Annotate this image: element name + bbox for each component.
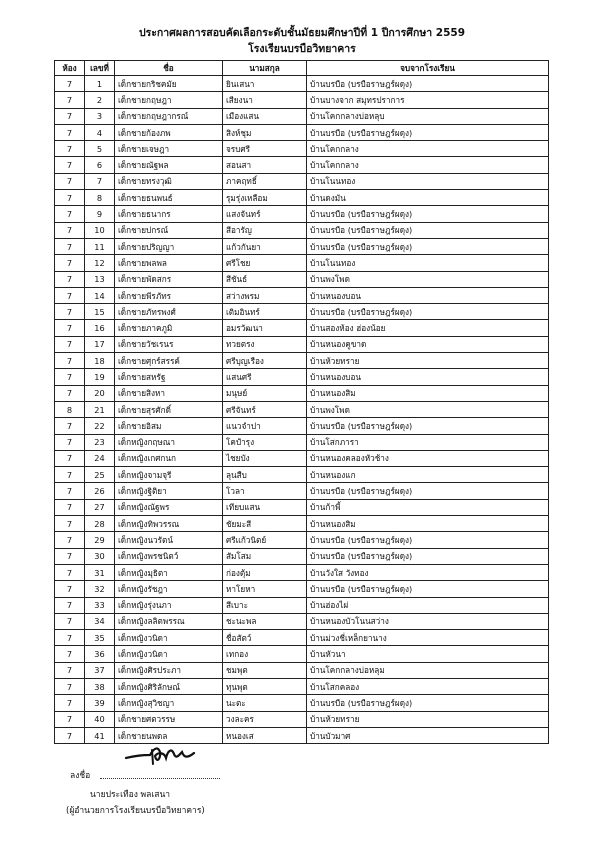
last-name-cell: ศรีจันทร์ — [223, 401, 307, 417]
previous-school-cell: บ้านบางจาก สมุทรปราการ — [307, 92, 549, 108]
table-row — [55, 695, 549, 711]
number-cell: 11 — [85, 238, 115, 254]
last-name-cell: ศรีโชย — [223, 255, 307, 271]
last-name-cell: ชัยมะสี — [223, 516, 307, 532]
number-cell: 10 — [85, 222, 115, 238]
previous-school-cell: บ้านบรบือ (บรบือราษฎร์ผดุง) — [307, 418, 549, 434]
first-name-cell: เด็กชายกริชคมัย — [115, 76, 223, 92]
number-cell: 1 — [85, 76, 115, 92]
table-row — [55, 255, 549, 271]
number-cell: 34 — [85, 613, 115, 629]
number-cell: 24 — [85, 450, 115, 466]
first-name-cell: เด็กหญิงกฤษณา — [115, 434, 223, 450]
last-name-cell: ไชยบัง — [223, 450, 307, 466]
last-name-cell: ก่องตุ้ม — [223, 564, 307, 580]
number-cell: 23 — [85, 434, 115, 450]
handwritten-signature — [124, 742, 204, 768]
signatory-position: (ผู้อำนวยการโรงเรียนบรบือวิทยาคาร) — [66, 806, 205, 816]
first-name-cell: เด็กชายปริญญา — [115, 238, 223, 254]
room-cell: 7 — [55, 92, 85, 108]
room-cell: 7 — [55, 662, 85, 678]
previous-school-cell: บ้านบรบือ (บรบือราษฎร์ผดุง) — [307, 304, 549, 320]
last-name-cell: วงละคร — [223, 711, 307, 727]
table-row — [55, 206, 549, 222]
previous-school-cell: บ้านหนองสิม — [307, 516, 549, 532]
last-name-cell: สอนสา — [223, 157, 307, 173]
number-cell: 6 — [85, 157, 115, 173]
first-name-cell: เด็กชายธนพนธ์ — [115, 190, 223, 206]
number-cell: 21 — [85, 401, 115, 417]
table-row — [55, 320, 549, 336]
last-name-cell: เติมอินทร์ — [223, 304, 307, 320]
last-name-cell: หนองเส — [223, 727, 307, 743]
previous-school-cell: บ้านหนองบอน — [307, 369, 549, 385]
room-cell: 7 — [55, 304, 85, 320]
table-row — [55, 564, 549, 580]
number-cell: 36 — [85, 646, 115, 662]
first-name-cell: เด็กหญิงศิรประภา — [115, 662, 223, 678]
table-row — [55, 450, 549, 466]
room-cell: 7 — [55, 678, 85, 694]
previous-school-cell: บ้านดงมัน — [307, 190, 549, 206]
room-cell: 7 — [55, 141, 85, 157]
last-name-cell: ภาคฤทธิ์ — [223, 173, 307, 189]
previous-school-cell: บ้านบรบือ (บรบือราษฎร์ผดุง) — [307, 695, 549, 711]
table-row — [55, 157, 549, 173]
first-name-cell: เด็กชายทรงวุฒิ — [115, 173, 223, 189]
table-row — [55, 630, 549, 646]
table-row — [55, 222, 549, 238]
last-name-cell: ศรีแก้วนิตย์ — [223, 532, 307, 548]
room-cell: 7 — [55, 287, 85, 303]
first-name-cell: เด็กหญิงวนิดา — [115, 630, 223, 646]
room-cell: 7 — [55, 516, 85, 532]
last-name-cell: สว่างพรม — [223, 287, 307, 303]
room-cell: 7 — [55, 711, 85, 727]
room-cell: 7 — [55, 630, 85, 646]
room-cell: 7 — [55, 255, 85, 271]
previous-school-cell: บ้านบรบือ (บรบือราษฎร์ผดุง) — [307, 581, 549, 597]
previous-school-cell: บ้านวังใส วังทอง — [307, 564, 549, 580]
number-cell: 25 — [85, 467, 115, 483]
last-name-cell: ทวยตรง — [223, 336, 307, 352]
number-cell: 20 — [85, 385, 115, 401]
previous-school-cell: บ้านห้วยทราย — [307, 711, 549, 727]
column-header-previous-school: จบจากโรงเรียน — [307, 61, 549, 76]
room-cell: 7 — [55, 336, 85, 352]
first-name-cell: เด็กชายกฤษฎา — [115, 92, 223, 108]
first-name-cell: เด็กชายสิงหา — [115, 385, 223, 401]
last-name-cell: เทกอง — [223, 646, 307, 662]
room-cell: 7 — [55, 646, 85, 662]
first-name-cell: เด็กชายศตวรรษ — [115, 711, 223, 727]
previous-school-cell: บ้านบรบือ (บรบือราษฎร์ผดุง) — [307, 206, 549, 222]
previous-school-cell: บ้านบรบือ (บรบือราษฎร์ผดุง) — [307, 222, 549, 238]
last-name-cell: สีอารัญ — [223, 222, 307, 238]
room-cell: 7 — [55, 418, 85, 434]
last-name-cell: มนุษย์ — [223, 385, 307, 401]
number-cell: 12 — [85, 255, 115, 271]
room-cell: 7 — [55, 157, 85, 173]
last-name-cell: หาโยหา — [223, 581, 307, 597]
room-cell: 8 — [55, 401, 85, 417]
first-name-cell: เด็กหญิงสุวิชญา — [115, 695, 223, 711]
last-name-cell: ยินเสนา — [223, 76, 307, 92]
column-header-last-name: นามสกุล — [223, 61, 307, 76]
number-cell: 29 — [85, 532, 115, 548]
previous-school-cell: บ้านห้วยทราย — [307, 353, 549, 369]
table-row — [55, 108, 549, 124]
last-name-cell: อมรวัฒนา — [223, 320, 307, 336]
table-row — [55, 434, 549, 450]
last-name-cell: ลุนสืบ — [223, 467, 307, 483]
room-cell: 7 — [55, 76, 85, 92]
room-cell: 7 — [55, 222, 85, 238]
table-row — [55, 124, 549, 140]
table-row — [55, 238, 549, 254]
number-cell: 31 — [85, 564, 115, 580]
room-cell: 7 — [55, 108, 85, 124]
room-cell: 7 — [55, 467, 85, 483]
previous-school-cell: บ้านม่วงชี่เหล็กยานาง — [307, 630, 549, 646]
previous-school-cell: บ้านบรบือ (บรบือราษฎร์ผดุง) — [307, 124, 549, 140]
first-name-cell: เด็กหญิงศิริลักษณ์ — [115, 678, 223, 694]
room-cell: 7 — [55, 124, 85, 140]
previous-school-cell: บ้านหนองแก — [307, 467, 549, 483]
first-name-cell: เด็กหญิงลลิตพรรณ — [115, 613, 223, 629]
previous-school-cell: บ้านสองห้อง ฮ่องน้อย — [307, 320, 549, 336]
table-row — [55, 76, 549, 92]
number-cell: 17 — [85, 336, 115, 352]
first-name-cell: เด็กหญิงวนิดา — [115, 646, 223, 662]
previous-school-cell: บ้านพงโพด — [307, 401, 549, 417]
room-cell: 7 — [55, 532, 85, 548]
number-cell: 4 — [85, 124, 115, 140]
number-cell: 15 — [85, 304, 115, 320]
table-row — [55, 662, 549, 678]
number-cell: 37 — [85, 662, 115, 678]
room-cell: 7 — [55, 450, 85, 466]
last-name-cell: เสียงนา — [223, 92, 307, 108]
first-name-cell: เด็กหญิงฐิติยา — [115, 483, 223, 499]
number-cell: 41 — [85, 727, 115, 743]
number-cell: 33 — [85, 597, 115, 613]
table-row — [55, 613, 549, 629]
first-name-cell: เด็กหญิงจามจุรี — [115, 467, 223, 483]
previous-school-cell: บ้านหนองบอน — [307, 287, 549, 303]
school-name: โรงเรียนบรบือวิทยาคาร — [248, 43, 356, 55]
last-name-cell: ชะนะพล — [223, 613, 307, 629]
previous-school-cell: บ้านบรบือ (บรบือราษฎร์ผดุง) — [307, 532, 549, 548]
number-cell: 30 — [85, 548, 115, 564]
table-row — [55, 646, 549, 662]
table-row — [55, 385, 549, 401]
room-cell: 7 — [55, 695, 85, 711]
number-cell: 28 — [85, 516, 115, 532]
previous-school-cell: บ้านโนนทอง — [307, 255, 549, 271]
first-name-cell: เด็กชายณัฐพล — [115, 157, 223, 173]
number-cell: 18 — [85, 353, 115, 369]
table-row — [55, 499, 549, 515]
last-name-cell: เทียบแสน — [223, 499, 307, 515]
column-header-number: เลขที่ — [85, 61, 115, 76]
previous-school-cell: บ้านหนองคลองหัวช้าง — [307, 450, 549, 466]
room-cell: 7 — [55, 564, 85, 580]
room-cell: 7 — [55, 173, 85, 189]
table-row — [55, 287, 549, 303]
number-cell: 27 — [85, 499, 115, 515]
first-name-cell: เด็กชายเจษฎา — [115, 141, 223, 157]
last-name-cell: เมืองแสน — [223, 108, 307, 124]
last-name-cell: ศรีบุญเรือง — [223, 353, 307, 369]
table-row — [55, 532, 549, 548]
previous-school-cell: บ้านหนองคูขาด — [307, 336, 549, 352]
first-name-cell: เด็กหญิงมุธิตา — [115, 564, 223, 580]
room-cell: 7 — [55, 320, 85, 336]
room-cell: 7 — [55, 727, 85, 743]
table-row — [55, 418, 549, 434]
number-cell: 40 — [85, 711, 115, 727]
previous-school-cell: บ้านหนองสิม — [307, 385, 549, 401]
previous-school-cell: บ้านบรบือ (บรบือราษฎร์ผดุง) — [307, 76, 549, 92]
first-name-cell: เด็กหญิงพรชนิตว์ — [115, 548, 223, 564]
table-row — [55, 271, 549, 287]
previous-school-cell: บ้านโสกภารา — [307, 434, 549, 450]
previous-school-cell: บ้านโนนทอง — [307, 173, 549, 189]
last-name-cell: สีเบาะ — [223, 597, 307, 613]
last-name-cell: รุมรุ่งเหลือม — [223, 190, 307, 206]
last-name-cell: แก้วกันยา — [223, 238, 307, 254]
last-name-cell: ชื่อสัตว์ — [223, 630, 307, 646]
number-cell: 2 — [85, 92, 115, 108]
first-name-cell: เด็กหญิงทิพวรรณ — [115, 516, 223, 532]
room-cell: 7 — [55, 238, 85, 254]
number-cell: 26 — [85, 483, 115, 499]
last-name-cell: จรบศรี — [223, 141, 307, 157]
signature-block — [54, 740, 314, 840]
room-cell: 7 — [55, 434, 85, 450]
first-name-cell: เด็กหญิงรุ่งนภา — [115, 597, 223, 613]
table-body — [55, 76, 549, 744]
room-cell: 7 — [55, 190, 85, 206]
number-cell: 8 — [85, 190, 115, 206]
previous-school-cell: บ้านหัวนา — [307, 646, 549, 662]
first-name-cell: เด็กชายปกรณ์ — [115, 222, 223, 238]
number-cell: 7 — [85, 173, 115, 189]
table-row — [55, 353, 549, 369]
first-name-cell: เด็กชายสหรัฐ — [115, 369, 223, 385]
table-row — [55, 304, 549, 320]
last-name-cell: แสนศรี — [223, 369, 307, 385]
first-name-cell: เด็กชายพลพล — [115, 255, 223, 271]
last-name-cell: โวลา — [223, 483, 307, 499]
number-cell: 9 — [85, 206, 115, 222]
previous-school-cell: บ้านโคกกลางบ่อหลุบ — [307, 108, 549, 124]
first-name-cell: เด็กชายศุกร์สรรค์ — [115, 353, 223, 369]
first-name-cell: เด็กชายธนากร — [115, 206, 223, 222]
room-cell: 7 — [55, 369, 85, 385]
room-cell: 7 — [55, 581, 85, 597]
first-name-cell: เด็กชายพีรภัทร — [115, 287, 223, 303]
room-cell: 7 — [55, 613, 85, 629]
table-row — [55, 711, 549, 727]
document-title: ประกาศผลการสอบคัดเลือกระดับชั้นมัธยมศึกษาปีที่ 1 ปีการศึกษา 2559 — [138, 27, 466, 39]
previous-school-cell: บ้านโคกกลาง — [307, 141, 549, 157]
room-cell: 7 — [55, 499, 85, 515]
table-row — [55, 597, 549, 613]
previous-school-cell: บ้านบัวมาศ — [307, 727, 549, 743]
number-cell: 5 — [85, 141, 115, 157]
column-header-room: ห้อง — [55, 61, 85, 76]
student-roster-table — [54, 60, 549, 744]
number-cell: 38 — [85, 678, 115, 694]
table-row — [55, 678, 549, 694]
number-cell: 22 — [85, 418, 115, 434]
last-name-cell: โคปำรุง — [223, 434, 307, 450]
last-name-cell: ทุนพุต — [223, 678, 307, 694]
room-cell: 7 — [55, 597, 85, 613]
first-name-cell: เด็กชายภัทรพงศ์ — [115, 304, 223, 320]
previous-school-cell: บ้านฮ่องไผ่ — [307, 597, 549, 613]
first-name-cell: เด็กชายอิสม — [115, 418, 223, 434]
last-name-cell: แนวจำปา — [223, 418, 307, 434]
previous-school-cell: บ้านโคกกลาง — [307, 157, 549, 173]
previous-school-cell: บ้านพงโพด — [307, 271, 549, 287]
first-name-cell: เด็กหญิงรัชฎา — [115, 581, 223, 597]
number-cell: 19 — [85, 369, 115, 385]
number-cell: 3 — [85, 108, 115, 124]
previous-school-cell: บ้านบรบือ (บรบือราษฎร์ผดุง) — [307, 548, 549, 564]
first-name-cell: เด็กชายวัชเรนร — [115, 336, 223, 352]
table-row — [55, 401, 549, 417]
last-name-cell: ชมพุต — [223, 662, 307, 678]
previous-school-cell: บ้านโคกกลางบ่อหลุม — [307, 662, 549, 678]
number-cell: 35 — [85, 630, 115, 646]
number-cell: 13 — [85, 271, 115, 287]
previous-school-cell: บ้านก้าพี้ — [307, 499, 549, 515]
room-cell: 7 — [55, 548, 85, 564]
previous-school-cell: บ้านบรบือ (บรบือราษฎร์ผดุง) — [307, 238, 549, 254]
number-cell: 16 — [85, 320, 115, 336]
table-row — [55, 369, 549, 385]
first-name-cell: เด็กชายกฤษฎากรณ์ — [115, 108, 223, 124]
previous-school-cell: บ้านหนองบัวโนนสว่าง — [307, 613, 549, 629]
last-name-cell: แสงจันทร์ — [223, 206, 307, 222]
previous-school-cell: บ้านโสกคลอง — [307, 678, 549, 694]
table-row — [55, 581, 549, 597]
table-row — [55, 141, 549, 157]
first-name-cell: เด็กชายภาคภูมิ — [115, 320, 223, 336]
number-cell: 39 — [85, 695, 115, 711]
table-row — [55, 516, 549, 532]
last-name-cell: สัมโสม — [223, 548, 307, 564]
number-cell: 14 — [85, 287, 115, 303]
room-cell: 7 — [55, 483, 85, 499]
table-header-row — [55, 61, 549, 76]
last-name-cell: นะตะ — [223, 695, 307, 711]
signature-line — [100, 769, 220, 779]
first-name-cell: เด็กหญิงณัฐพร — [115, 499, 223, 515]
signature-label: ลงชื่อ — [70, 771, 91, 781]
last-name-cell: สีชันธ์ — [223, 271, 307, 287]
table-row — [55, 92, 549, 108]
room-cell: 7 — [55, 353, 85, 369]
previous-school-cell: บ้านบรบือ (บรบือราษฎร์ผดุง) — [307, 483, 549, 499]
table-row — [55, 467, 549, 483]
first-name-cell: เด็กชายก้องภพ — [115, 124, 223, 140]
table-row — [55, 336, 549, 352]
column-header-first-name: ชื่อ — [115, 61, 223, 76]
first-name-cell: เด็กหญิงเกศกนก — [115, 450, 223, 466]
first-name-cell: เด็กชายพัดสกร — [115, 271, 223, 287]
room-cell: 7 — [55, 271, 85, 287]
room-cell: 7 — [55, 385, 85, 401]
first-name-cell: เด็กชายสุรศักดิ์ — [115, 401, 223, 417]
first-name-cell: เด็กหญิงนวรัตน์ — [115, 532, 223, 548]
table-row — [55, 173, 549, 189]
first-name-cell: เด็กชายนพดล — [115, 727, 223, 743]
last-name-cell: สิงห์ชุม — [223, 124, 307, 140]
room-cell: 7 — [55, 206, 85, 222]
number-cell: 32 — [85, 581, 115, 597]
table-row — [55, 483, 549, 499]
table-row — [55, 548, 549, 564]
table-row — [55, 190, 549, 206]
signatory-name: นายประเทือง พลเสนา — [90, 790, 171, 800]
